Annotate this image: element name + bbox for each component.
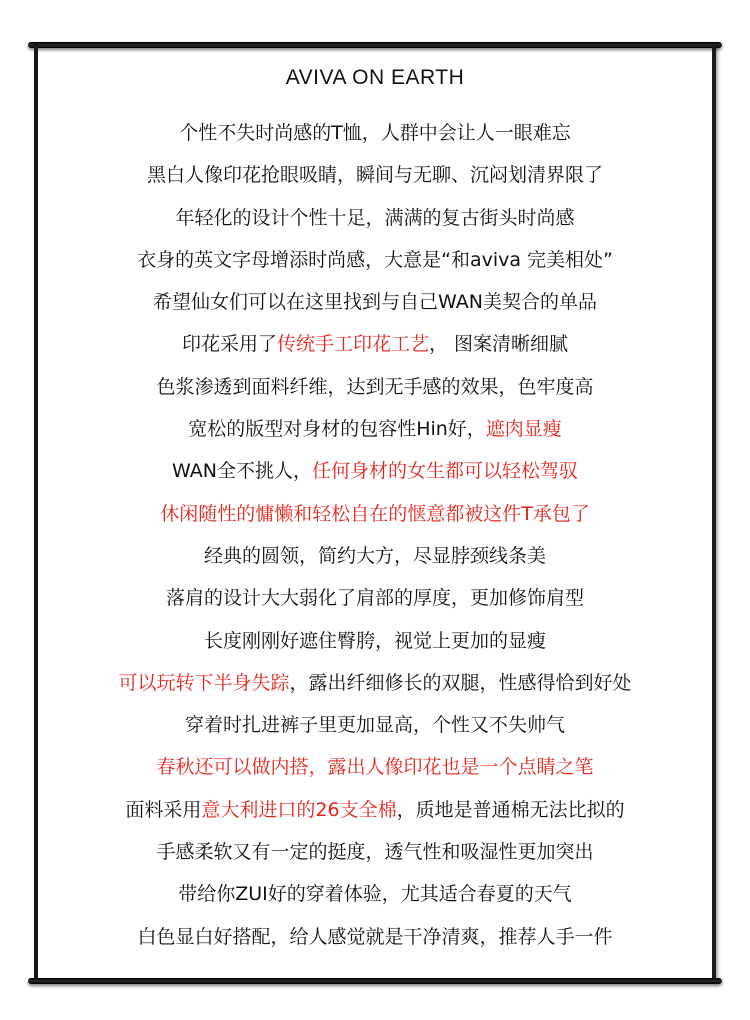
description-line bbox=[0, 323, 750, 365]
body-text: ，露出纤细修长的双腿，性感得恰到好处 bbox=[289, 671, 632, 694]
body-text: 色浆渗透到面料纤维，达到无手感的效果，色牢度高 bbox=[156, 375, 594, 398]
description-line bbox=[0, 662, 750, 704]
body-text: 面料采用 bbox=[125, 798, 202, 821]
highlight-text: 春秋还可以做内搭，露出人像印花也是一个点睛之笔 bbox=[156, 756, 594, 779]
description-line bbox=[0, 704, 750, 746]
description-line bbox=[0, 789, 750, 831]
description-line bbox=[0, 281, 750, 323]
page-title: AVIVA ON EARTH bbox=[285, 66, 465, 89]
description-line bbox=[0, 450, 750, 492]
highlight-text: 可以玩转下半身失踪 bbox=[118, 671, 290, 694]
description-line bbox=[0, 873, 750, 915]
body-text: ，质地是普通棉无法比拟的 bbox=[396, 798, 625, 821]
scroll-bottom-bar bbox=[28, 978, 722, 984]
highlight-text: 遮肉显瘦 bbox=[485, 418, 562, 441]
description-line bbox=[0, 577, 750, 619]
description-line bbox=[0, 366, 750, 408]
description-line bbox=[0, 620, 750, 662]
body-text: WAN全不挑人， bbox=[172, 460, 312, 483]
description-line bbox=[0, 535, 750, 577]
body-text: 年轻化的设计个性十足，满满的复古街头时尚感 bbox=[175, 206, 575, 229]
body-text: 宽松的版型对身材的包容性Hin好， bbox=[188, 418, 486, 441]
description-line bbox=[0, 112, 750, 154]
description-line bbox=[0, 154, 750, 196]
highlight-text: 休闲随性的慵懒和轻松自在的惬意都被这件T承包了 bbox=[160, 502, 590, 525]
body-text: 印花采用了 bbox=[181, 333, 277, 356]
description-line bbox=[0, 239, 750, 281]
description-line bbox=[0, 493, 750, 535]
body-text: 希望仙女们可以在这里找到与自己WAN美契合的单品 bbox=[153, 291, 597, 314]
highlight-text: 意大利进口的26支全棉 bbox=[201, 798, 397, 821]
body-text: 衣身的英文字母增添时尚感，大意是“和aviva 完美相处” bbox=[137, 248, 613, 271]
description-line bbox=[0, 746, 750, 788]
highlight-text: 任何身材的女生都可以轻松驾驭 bbox=[311, 460, 578, 483]
description-line bbox=[0, 408, 750, 450]
body-text: 经典的圆领，简约大方，尽显脖颈线条美 bbox=[203, 544, 546, 567]
description-line bbox=[0, 831, 750, 873]
body-text: 带给你ZUI好的穿着体验，尤其适合春夏的天气 bbox=[178, 883, 572, 906]
body-text: ， 图案清晰细腻 bbox=[428, 333, 569, 356]
body-text: 个性不失时尚感的T恤，人群中会让人一眼难忘 bbox=[179, 122, 571, 144]
body-text: 手感柔软又有一定的挺度，透气性和吸湿性更加突出 bbox=[156, 841, 594, 864]
description-line bbox=[0, 916, 750, 958]
body-text: 长度刚刚好遮住臀胯，视觉上更加的显瘦 bbox=[203, 629, 546, 652]
description-lines bbox=[0, 112, 750, 958]
body-text: 白色显白好搭配，给人感觉就是干净清爽，推荐人手一件 bbox=[137, 925, 613, 948]
description-line bbox=[0, 197, 750, 239]
body-text: 黑白人像印花抢眼吸睛，瞬间与无聊、沉闷划清界限了 bbox=[146, 164, 603, 187]
body-text: 穿着时扎进裤子里更加显高，个性又不失帅气 bbox=[184, 714, 565, 737]
body-text: 落肩的设计大大弱化了肩部的厚度，更加修饰肩型 bbox=[165, 587, 584, 610]
highlight-text: 传统手工印花工艺 bbox=[276, 333, 429, 356]
